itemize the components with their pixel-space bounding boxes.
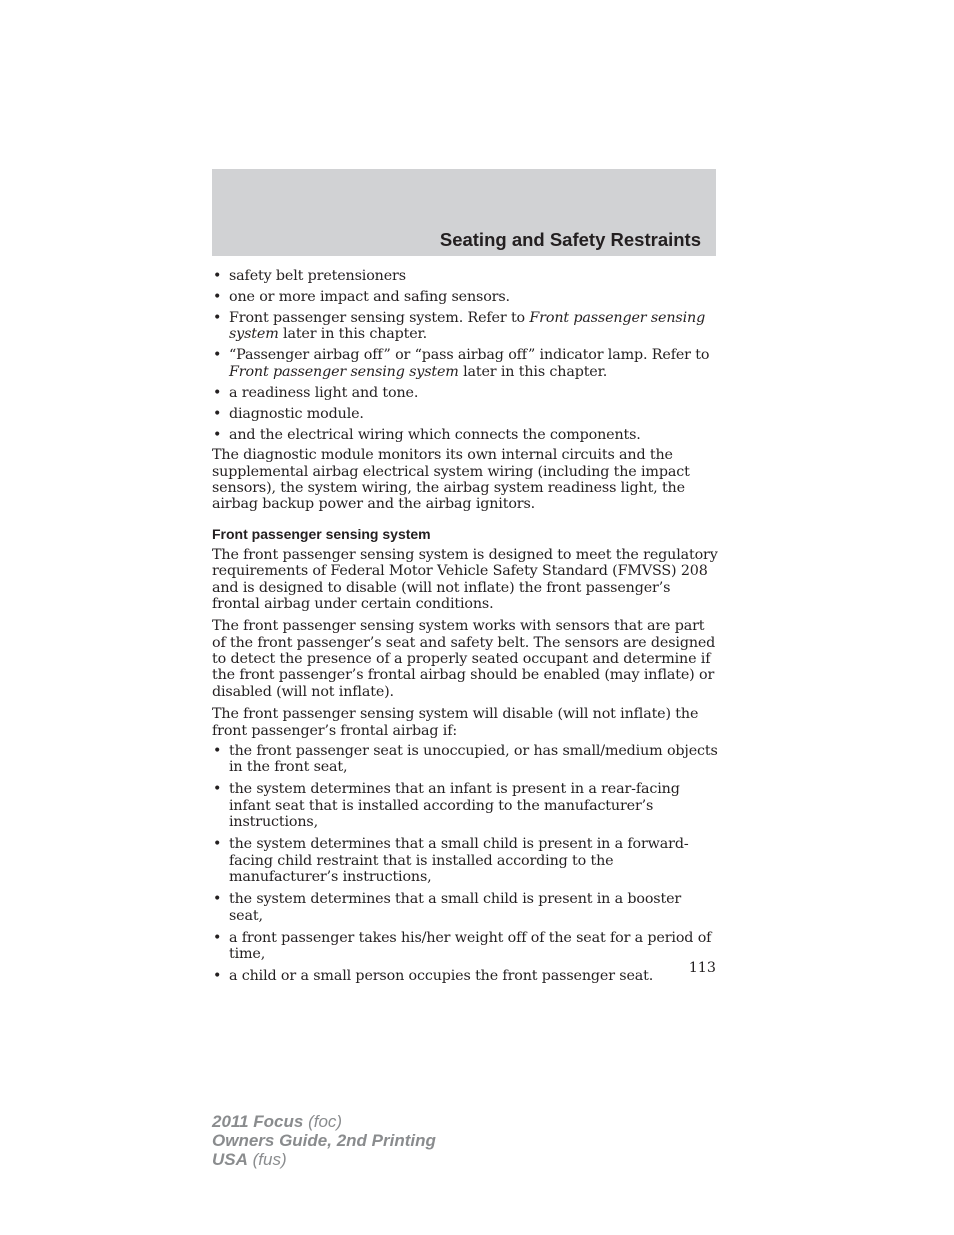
list-item-text: and the electrical wiring which connects the components. xyxy=(229,426,641,443)
list-item-text: diagnostic module. xyxy=(229,405,364,422)
bullet-glyph: • xyxy=(213,891,222,908)
bullet-glyph: • xyxy=(213,836,222,853)
bullet-glyph: • xyxy=(213,929,222,946)
page-number: 113 xyxy=(688,960,716,976)
list-item-text: later in this chapter. xyxy=(458,363,608,380)
bullet-glyph: • xyxy=(213,268,222,284)
list-item xyxy=(212,268,718,284)
footer-line-2: Owners Guide, 2nd Printing xyxy=(212,1131,436,1150)
list-item xyxy=(212,289,718,305)
list-item-text: a child or a small person occupies the front passenger seat. xyxy=(229,968,654,985)
list-item xyxy=(212,891,718,924)
list-item-text: safety belt pretensioners xyxy=(229,268,406,284)
footer-edition xyxy=(212,1112,436,1169)
list-item xyxy=(212,836,718,885)
bullet-glyph: • xyxy=(213,968,222,985)
list-item-text: the front passenger seat is unoccupied, or has small/medium objects in the front seat, xyxy=(229,742,718,776)
diagnostic-paragraph: The diagnostic module monitors its own internal circuits and the supplemental airbag electrical system wiring (including the impact sensors), the system wiring, the airbag system readiness light, the airbag backup power and the airbag ignitors. xyxy=(212,447,690,513)
list-item-text: the system determines that an infant is present in a rear-facing infant seat that is installed according to the manufacturer’s instructions, xyxy=(229,781,680,831)
bullet-glyph: • xyxy=(213,405,222,422)
list-item xyxy=(212,347,718,380)
cross-reference-text: Front passenger sensing system xyxy=(229,309,706,343)
list-item xyxy=(212,385,718,401)
component-list xyxy=(212,268,718,443)
bullet-glyph: • xyxy=(213,309,222,326)
list-item-text: Front passenger sensing system. Refer to xyxy=(229,309,530,326)
cross-reference-text: Front passenger sensing system xyxy=(229,363,459,380)
list-item xyxy=(212,406,718,422)
section-paragraph-3: The front passenger sensing system will disable (will not inflate) the front passenger’s frontal airbag if: xyxy=(212,706,699,739)
chapter-title: Seating and Safety Restraints xyxy=(439,229,701,250)
list-item-text: a front passenger takes his/her weight off of the seat for a period of time, xyxy=(229,929,712,963)
list-item-text: “Passenger airbag off” or “pass airbag off” indicator lamp. Refer to xyxy=(229,347,710,364)
bullet-glyph: • xyxy=(213,426,222,443)
section-paragraph-2: The front passenger sensing system works with sensors that are part of the front passenger’s seat and safety belt. The sensors are designed to detect the presence of a properly seated occupant and determine if the front passenger’s frontal airbag should be enabled (may inflate) or disabled (will not inflate). xyxy=(212,618,716,700)
bullet-glyph: • xyxy=(213,781,222,798)
footer-line-1: 2011 Focus (foc) xyxy=(212,1112,343,1131)
list-item-text: the system determines that a small child is present in a booster seat, xyxy=(229,891,682,924)
list-item-text: the system determines that a small child is present in a forward-facing child restraint that is installed according to the manufacturer’s instructions, xyxy=(229,836,689,885)
list-item xyxy=(212,743,718,776)
chapter-header-band xyxy=(212,169,716,256)
list-item-text: later in this chapter. xyxy=(278,326,428,343)
section-heading: Front passenger sensing system xyxy=(212,525,431,542)
page-content xyxy=(212,268,718,991)
section-paragraph-1: The front passenger sensing system is designed to meet the regulatory requirements of Federal Motor Vehicle Safety Standard (FMVSS) 208 and is designed to disable (will not inflate) the front passenger’s frontal airbag under certain conditions. xyxy=(212,546,718,612)
list-item xyxy=(212,968,718,984)
list-item xyxy=(212,930,718,963)
bullet-glyph: • xyxy=(213,288,222,305)
disable-conditions-list xyxy=(212,743,718,985)
bullet-glyph: • xyxy=(213,742,222,759)
bullet-glyph: • xyxy=(213,384,222,401)
list-item-text: a readiness light and tone. xyxy=(229,384,419,401)
list-item xyxy=(212,427,718,443)
list-item xyxy=(212,781,718,830)
list-item-text: one or more impact and safing sensors. xyxy=(229,288,510,305)
footer-line-3: USA (fus) xyxy=(212,1150,287,1169)
bullet-glyph: • xyxy=(213,347,222,364)
list-item xyxy=(212,310,718,343)
